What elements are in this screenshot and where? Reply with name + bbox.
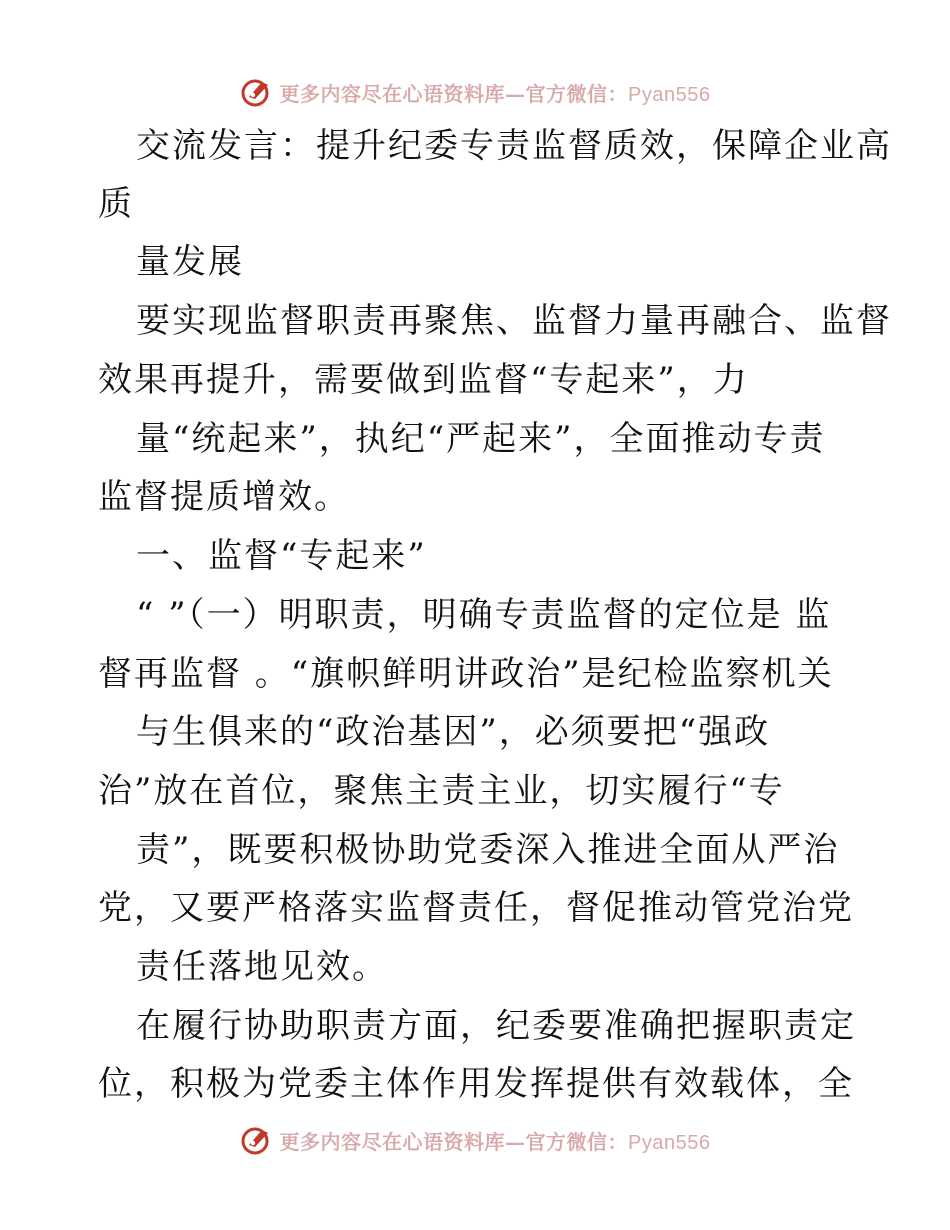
watermark-text: 更多内容尽在心语资料库—官方微信：Pyan556 bbox=[279, 1129, 711, 1154]
doc-line: 督再监督 。“旗帜鲜明讲政治”是纪检监察机关 bbox=[98, 654, 834, 694]
doc-line: 位，积极为党委主体作用发挥提供有效载体，全 bbox=[98, 1064, 854, 1104]
doc-line: 量“统起来”，执纪“严起来”，全面推动专责 bbox=[136, 419, 826, 459]
doc-line: 在履行协助职责方面，纪委要准确把握职责定 bbox=[136, 1006, 856, 1046]
doc-line: 党，又要严格落实监督责任，督促推动管党治党 bbox=[98, 888, 854, 928]
watermark-text: 更多内容尽在心语资料库—官方微信：Pyan556 bbox=[279, 81, 711, 106]
section-heading: 一、监督“专起来” bbox=[136, 536, 427, 576]
doc-line: 效果再提升，需要做到监督“专起来”，力 bbox=[98, 360, 749, 400]
doc-line: “ ”（一）明职责，明确专责监督的定位是 监 bbox=[136, 595, 832, 635]
doc-line: 责任落地见效。 bbox=[136, 947, 388, 987]
watermark-footer bbox=[0, 1120, 950, 1160]
pen-nib-circle-logo-icon bbox=[240, 1123, 274, 1157]
doc-line: 监督提质增效。 bbox=[98, 477, 350, 517]
doc-line: 治”放在首位，聚焦主责主业，切实履行“专 bbox=[98, 771, 785, 811]
doc-line: 与生俱来的“政治基因”，必须要把“强政 bbox=[136, 712, 771, 752]
doc-line-title: 交流发言：提升纪委专责监督质效，保障企业高 bbox=[136, 126, 892, 166]
doc-line: 要实现监督职责再聚焦、监督力量再融合、监督 bbox=[136, 301, 892, 341]
doc-line: 质 bbox=[98, 184, 134, 224]
watermark-header bbox=[0, 72, 950, 112]
doc-line: 责”，既要积极协助党委深入推进全面从严治 bbox=[136, 830, 840, 870]
pen-nib-circle-logo-icon bbox=[240, 75, 274, 109]
doc-line: 量发展 bbox=[136, 242, 244, 282]
